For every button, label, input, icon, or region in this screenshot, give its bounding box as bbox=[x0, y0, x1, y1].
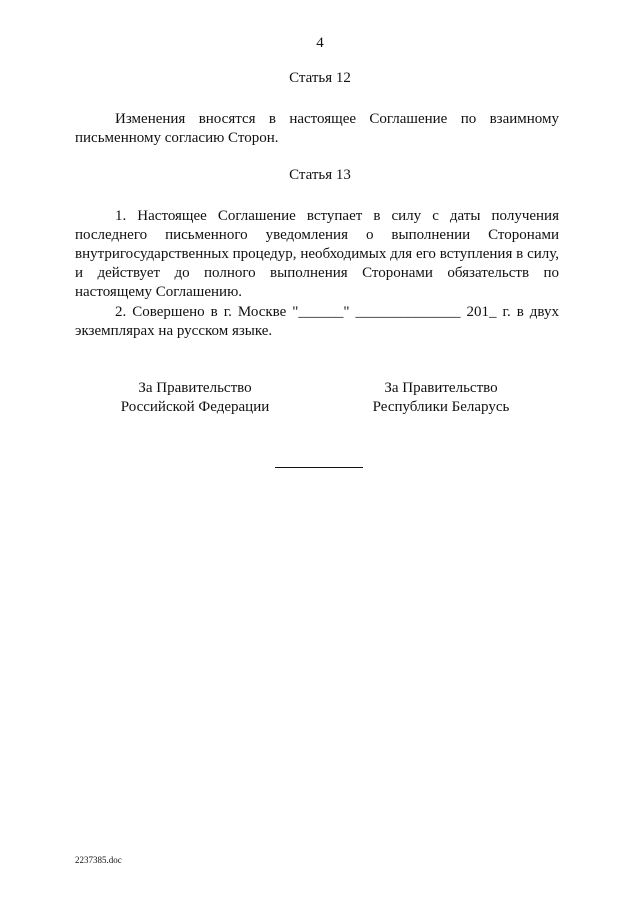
signature-belarus-line2: Республики Беларусь bbox=[372, 399, 510, 415]
article-12-heading: Статья 12 bbox=[289, 70, 351, 86]
signature-russia-line1: За Правительство bbox=[138, 380, 252, 396]
signature-block-belarus bbox=[341, 379, 541, 417]
separator-line bbox=[275, 467, 363, 468]
signature-belarus-line1: За Правительство bbox=[384, 380, 498, 396]
article-13-paragraph-1: 1. Настоящее Соглашение вступает в силу с даты получения последнего письменного уведомления о выполнении Сторонами внутригосударственных процедур, необходимых для его вступления в силу, и действует до полного выполнения Сторонами обязательств по настоящему Соглашению. bbox=[75, 208, 559, 300]
file-name-footer: 2237385.doc bbox=[75, 855, 122, 865]
signature-block-russia bbox=[95, 379, 295, 417]
article-13-paragraph-2: 2. Совершено в г. Москве "______" ______________ 201_ г. в двух экземплярах на русском языке. bbox=[75, 304, 559, 339]
article-12-text: Изменения вносятся в настоящее Соглашение по взаимному письменному согласию Сторон. bbox=[75, 111, 559, 146]
signature-russia-line2: Российской Федерации bbox=[120, 399, 270, 415]
article-13-heading: Статья 13 bbox=[289, 167, 351, 183]
page-number: 4 bbox=[316, 35, 324, 51]
